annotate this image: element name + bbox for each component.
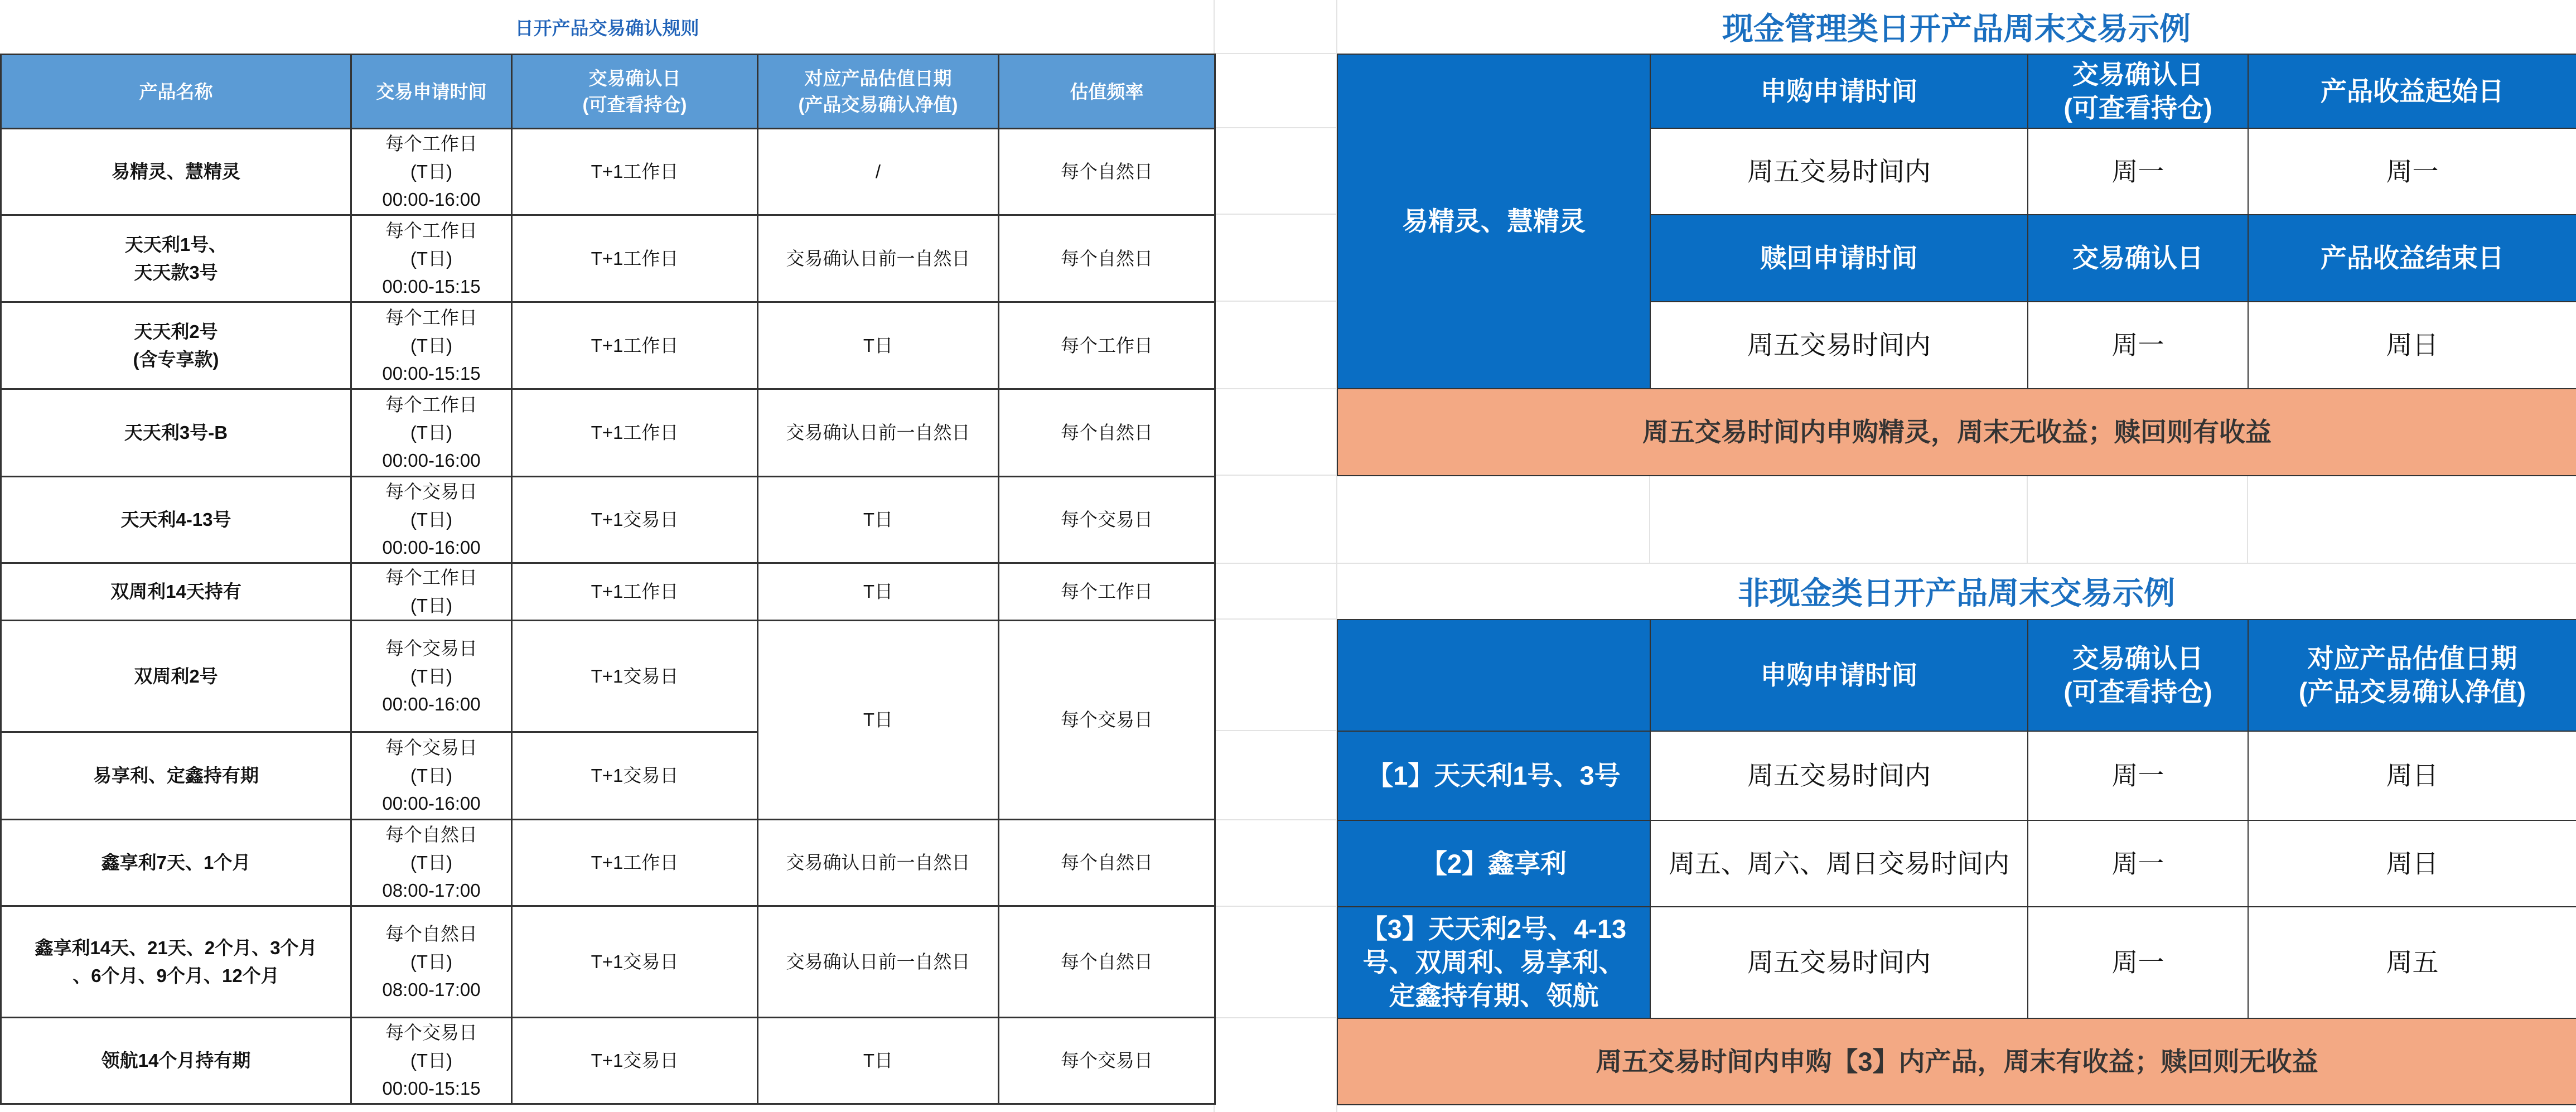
- noncash-valuation-date: 周日: [2248, 731, 2576, 820]
- cash-example-title: 现金管理类日开产品周末交易示例: [1722, 11, 2191, 46]
- noncash-product: 【1】天天利1号、3号: [1337, 731, 1650, 820]
- noncash-confirm-header: 交易确认日 (可查看持仓): [2028, 620, 2248, 731]
- product-name: 领航14个月持有期: [1, 1018, 351, 1104]
- noncash-header-blank: [1337, 620, 1650, 731]
- valuation-date: T日: [758, 477, 999, 563]
- noncash-example-title: 非现金类日开产品周末交易示例: [1738, 576, 2175, 611]
- apply-time: 每个交易日 (T日) 00:00-16:00: [351, 621, 512, 732]
- header-confirm-date: 交易确认日 (可查看持仓): [512, 55, 758, 129]
- noncash-confirm-date: 周一: [2028, 907, 2248, 1018]
- product-name: 易精灵、慧精灵: [1, 129, 351, 215]
- table-row: [1, 1018, 1215, 1104]
- noncash-product: 【3】天天利2号、4-13 号、双周利、易享利、 定鑫持有期、领航: [1337, 907, 1650, 1018]
- buy-confirm-date: 周一: [2028, 128, 2248, 215]
- apply-time: 每个交易日 (T日) 00:00-16:00: [351, 477, 512, 563]
- product-name: 鑫享利7天、1个月: [1, 820, 351, 906]
- product-name: 天天利3号-B: [1, 389, 351, 477]
- valuation-freq: 每个自然日: [999, 215, 1215, 302]
- buy-confirm-header: 交易确认日 (可查看持仓): [2028, 54, 2248, 128]
- apply-time: 每个自然日 (T日) 08:00-17:00: [351, 906, 512, 1018]
- confirm-date: T+1工作日: [512, 820, 758, 906]
- table-row: [1, 563, 1215, 621]
- confirm-date: T+1工作日: [512, 563, 758, 621]
- noncash-valuation-date: 周五: [2248, 907, 2576, 1018]
- table-row: [1, 906, 1215, 1018]
- noncash-valuation-date: 周日: [2248, 820, 2576, 907]
- valuation-freq: 每个工作日: [999, 302, 1215, 389]
- confirm-date: T+1交易日: [512, 906, 758, 1018]
- confirm-date: T+1工作日: [512, 129, 758, 215]
- noncash-valuation-header: 对应产品估值日期 (产品交易确认净值): [2248, 620, 2576, 731]
- table-row: [1, 302, 1215, 389]
- valuation-date: T日: [758, 563, 999, 621]
- noncash-product: 【2】鑫享利: [1337, 820, 1650, 907]
- valuation-date: 交易确认日前一自然日: [758, 215, 999, 302]
- valuation-freq: 每个自然日: [999, 820, 1215, 906]
- confirm-date: T+1工作日: [512, 302, 758, 389]
- income-end-header: 产品收益结束日: [2248, 215, 2576, 302]
- table-row: [1, 621, 1215, 732]
- header-apply-time: 交易申请时间: [351, 55, 512, 129]
- buy-apply-time: 周五交易时间内: [1650, 128, 2028, 215]
- table-row: [1337, 731, 2576, 820]
- confirmation-rules-table: [0, 54, 1216, 1105]
- table-header-row: [1, 55, 1215, 129]
- confirm-date: T+1交易日: [512, 621, 758, 732]
- table-row: [1337, 907, 2576, 1018]
- noncash-example-table: [1337, 619, 2576, 1105]
- confirm-date: T+1交易日: [512, 477, 758, 563]
- table-row: [1337, 820, 2576, 907]
- valuation-date: 交易确认日前一自然日: [758, 389, 999, 477]
- apply-time: 每个工作日 (T日) 00:00-15:15: [351, 215, 512, 302]
- noncash-note: 周五交易时间内申购【3】内产品，周末有收益；赎回则无收益: [1337, 1018, 2576, 1105]
- apply-time: 每个交易日 (T日) 00:00-15:15: [351, 1018, 512, 1104]
- income-start-header: 产品收益起始日: [2248, 54, 2576, 128]
- product-name: 天天利4-13号: [1, 477, 351, 563]
- valuation-date: 交易确认日前一自然日: [758, 820, 999, 906]
- buy-header-row: [1337, 54, 2576, 128]
- valuation-freq: 每个自然日: [999, 129, 1215, 215]
- confirm-date: T+1交易日: [512, 732, 758, 820]
- product-name: 天天利2号 (含专享款): [1, 302, 351, 389]
- cash-note-row: [1337, 389, 2576, 476]
- redeem-confirm-header: 交易确认日: [2028, 215, 2248, 302]
- cash-note: 周五交易时间内申购精灵，周末无收益；赎回则有收益: [1337, 389, 2576, 476]
- confirm-date: T+1工作日: [512, 215, 758, 302]
- header-product-name: 产品名称: [1, 55, 351, 129]
- noncash-apply-time: 周五交易时间内: [1650, 907, 2028, 1018]
- apply-time: 每个自然日 (T日) 08:00-17:00: [351, 820, 512, 906]
- valuation-freq: 每个自然日: [999, 389, 1215, 477]
- valuation-date: /: [758, 129, 999, 215]
- noncash-note-row: [1337, 1018, 2576, 1105]
- confirm-date: T+1工作日: [512, 389, 758, 477]
- valuation-date: T日: [758, 621, 999, 820]
- apply-time: 每个交易日 (T日) 00:00-16:00: [351, 732, 512, 820]
- cash-example-table: [1337, 54, 2576, 476]
- product-name: 易享利、定鑫持有期: [1, 732, 351, 820]
- noncash-apply-time-header: 申购申请时间: [1650, 620, 2028, 731]
- valuation-freq: 每个交易日: [999, 621, 1215, 820]
- table-row: [1, 820, 1215, 906]
- income-start-date: 周一: [2248, 128, 2576, 215]
- table-row: [1, 129, 1215, 215]
- redeem-apply-time-header: 赎回申请时间: [1650, 215, 2028, 302]
- noncash-apply-time: 周五、周六、周日交易时间内: [1650, 820, 2028, 907]
- cash-product-name: 易精灵、慧精灵: [1337, 54, 1650, 389]
- header-valuation-date: 对应产品估值日期 (产品交易确认净值): [758, 55, 999, 129]
- apply-time: 每个工作日 (T日): [351, 563, 512, 621]
- confirm-date: T+1交易日: [512, 1018, 758, 1104]
- table-row: [1, 389, 1215, 477]
- product-name: 双周利14天持有: [1, 563, 351, 621]
- income-end-date: 周日: [2248, 302, 2576, 389]
- valuation-freq: 每个交易日: [999, 477, 1215, 563]
- noncash-header-row: [1337, 620, 2576, 731]
- apply-time: 每个工作日 (T日) 00:00-16:00: [351, 389, 512, 477]
- product-name: 天天利1号、 天天款3号: [1, 215, 351, 302]
- product-name: 鑫享利14天、21天、2个月、3个月 、6个月、9个月、12个月: [1, 906, 351, 1018]
- noncash-confirm-date: 周一: [2028, 731, 2248, 820]
- header-valuation-freq: 估值频率: [999, 55, 1215, 129]
- apply-time: 每个工作日 (T日) 00:00-15:15: [351, 302, 512, 389]
- left-table-title: 日开产品交易确认规则: [515, 17, 699, 38]
- table-row: [1, 477, 1215, 563]
- noncash-confirm-date: 周一: [2028, 820, 2248, 907]
- apply-time: 每个工作日 (T日) 00:00-16:00: [351, 129, 512, 215]
- redeem-confirm-date: 周一: [2028, 302, 2248, 389]
- buy-apply-time-header: 申购申请时间: [1650, 54, 2028, 128]
- valuation-freq: 每个交易日: [999, 1018, 1215, 1104]
- redeem-apply-time: 周五交易时间内: [1650, 302, 2028, 389]
- table-row: [1, 215, 1215, 302]
- noncash-apply-time: 周五交易时间内: [1650, 731, 2028, 820]
- valuation-date: 交易确认日前一自然日: [758, 906, 999, 1018]
- valuation-freq: 每个工作日: [999, 563, 1215, 621]
- product-name: 双周利2号: [1, 621, 351, 732]
- valuation-date: T日: [758, 302, 999, 389]
- valuation-date: T日: [758, 1018, 999, 1104]
- valuation-freq: 每个自然日: [999, 906, 1215, 1018]
